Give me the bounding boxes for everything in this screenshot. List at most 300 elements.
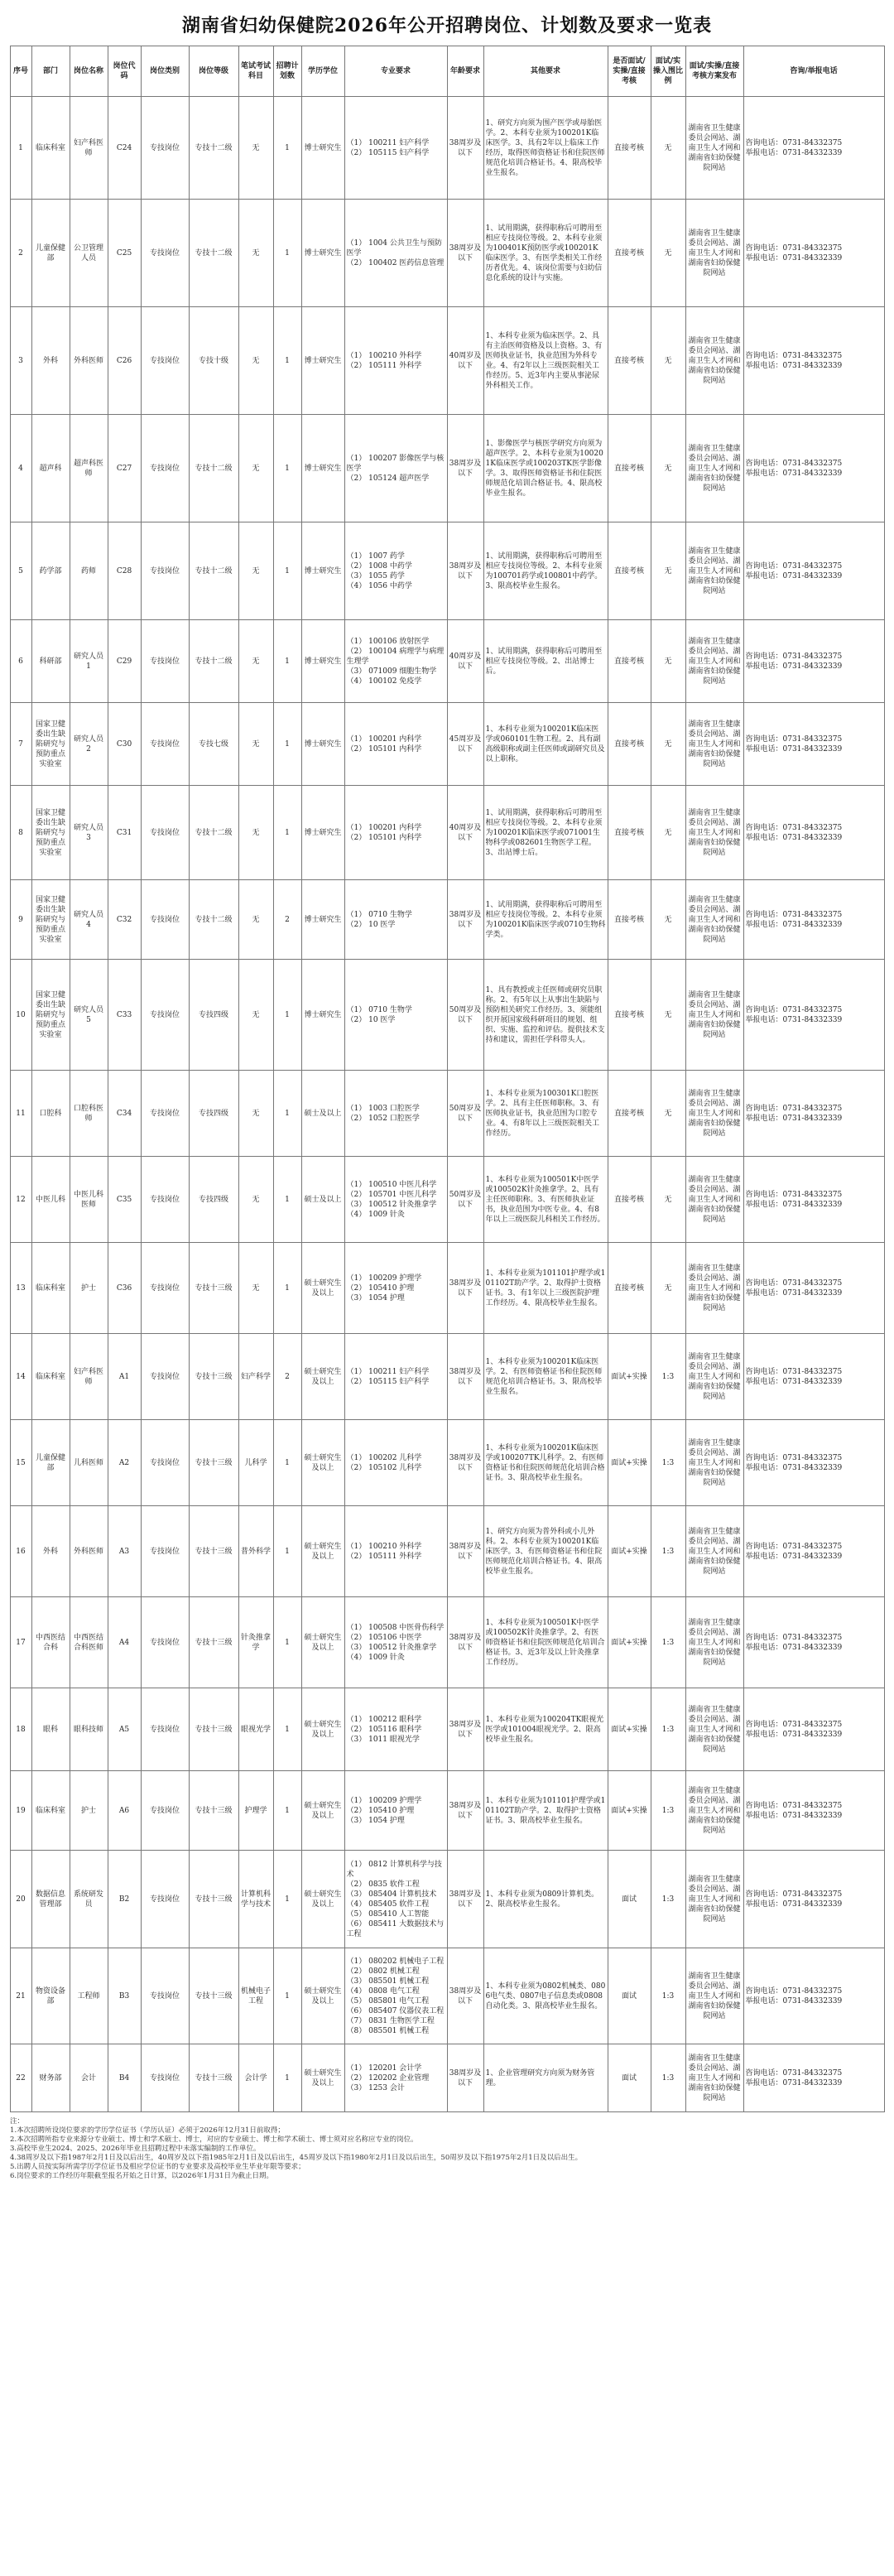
row-tel: 咨询电话：0731-84332375 举报电话：0731-84332339	[743, 1071, 884, 1157]
row-level: 专技七级	[189, 703, 238, 786]
row-plan: 湖南省卫生健康委员会网站、湖南卫生人才网和湖南省妇幼保健院网站	[685, 1771, 743, 1851]
row-plan: 湖南省卫生健康委员会网站、湖南卫生人才网和湖南省妇幼保健院网站	[685, 200, 743, 307]
row-mode: 直接考核	[608, 200, 651, 307]
row-level: 专技十三级	[189, 1334, 238, 1420]
header-code: 岗位代码	[108, 46, 141, 97]
row-num: 1	[273, 960, 301, 1071]
row-mode: 直接考核	[608, 1157, 651, 1243]
row-tel: 咨询电话：0731-84332375 举报电话：0731-84332339	[743, 880, 884, 960]
row-category: 专技岗位	[141, 1597, 189, 1688]
row-tel: 咨询电话：0731-84332375 举报电话：0731-84332339	[743, 1157, 884, 1243]
row-no: 14	[10, 1334, 31, 1420]
row-age: 50周岁及以下	[447, 1071, 483, 1157]
row-no: 17	[10, 1597, 31, 1688]
row-other: 1、企业管理研究方向须为财务管理。	[483, 2044, 608, 2112]
row-post: 口腔科医师	[70, 1071, 108, 1157]
row-exam: 妇产科学	[238, 1334, 273, 1420]
row-category: 专技岗位	[141, 1948, 189, 2044]
note-line: 1.本次招聘所设岗位要求的学历学位证书（学历认证）必须于2026年12月31日前取得；	[10, 2126, 285, 2135]
row-code: C30	[108, 703, 141, 786]
row-exam: 普外科学	[238, 1506, 273, 1597]
row-plan: 湖南省卫生健康委员会网站、湖南卫生人才网和湖南省妇幼保健院网站	[685, 2044, 743, 2112]
row-major: （1） 100207 影像医学与核医学 （2） 105124 超声医学	[344, 415, 447, 522]
row-ratio: 1:3	[651, 1420, 685, 1506]
row-dept: 临床科室	[31, 1243, 70, 1334]
row-major: （1） 100106 放射医学 （2） 100104 病理学与病理生理学 （3） 071009 细胞生物学 （4） 100102 免疫学	[344, 620, 447, 703]
note-line: 4.38周岁及以下指1987年2月1日及以后出生，40周岁及以下指1985年2月1日及以后出生，45周岁及以下指1980年2月1日及以后出生，50周岁及以下指1975年2月1日及以后出生。	[10, 2154, 583, 2162]
header-no: 序号	[10, 46, 31, 97]
row-edu: 博士研究生	[301, 522, 344, 620]
row-plan: 湖南省卫生健康委员会网站、湖南卫生人才网和湖南省妇幼保健院网站	[685, 620, 743, 703]
row-category: 专技岗位	[141, 1334, 189, 1420]
row-ratio: 无	[651, 1243, 685, 1334]
row-other: 1、本科专业须为0809计算机类。2、限高校毕业生报名。	[483, 1851, 608, 1948]
row-code: A4	[108, 1597, 141, 1688]
row-num: 1	[273, 307, 301, 415]
row-major: （1） 100212 眼科学 （2） 105116 眼科学 （3） 1011 眼视光学	[344, 1688, 447, 1771]
row-other: 1、本科专业须为100201K临床医学。2、有医师资格证书和住院医师规范化培训合格证书。3、限高校毕业生报名。	[483, 1334, 608, 1420]
row-plan: 湖南省卫生健康委员会网站、湖南卫生人才网和湖南省妇幼保健院网站	[685, 1506, 743, 1597]
row-post: 会计	[70, 2044, 108, 2112]
table-row	[10, 2044, 884, 2112]
row-no: 13	[10, 1243, 31, 1334]
header-mode: 是否面试/实操/直接考核	[608, 46, 651, 97]
row-edu: 博士研究生	[301, 786, 344, 880]
row-edu: 硕士研究生及以上	[301, 2044, 344, 2112]
row-other: 1、本科专业须为100301K口腔医学。2、具有主任医师职称。3、有医师执业证书，执业范围为口腔专业。4、有8年以上三级医院相关工作经历。	[483, 1071, 608, 1157]
row-level: 专技十三级	[189, 1506, 238, 1597]
row-age: 50周岁及以下	[447, 960, 483, 1071]
row-mode: 面试	[608, 1948, 651, 2044]
row-plan: 湖南省卫生健康委员会网站、湖南卫生人才网和湖南省妇幼保健院网站	[685, 1334, 743, 1420]
row-no: 8	[10, 786, 31, 880]
table-row	[10, 1243, 884, 1334]
row-dept: 国家卫健委出生缺陷研究与预防重点实验室	[31, 786, 70, 880]
row-category: 专技岗位	[141, 200, 189, 307]
row-mode: 面试	[608, 1851, 651, 1948]
row-num: 1	[273, 415, 301, 522]
row-category: 专技岗位	[141, 97, 189, 200]
row-num: 2	[273, 880, 301, 960]
row-no: 2	[10, 200, 31, 307]
row-mode: 直接考核	[608, 620, 651, 703]
row-no: 18	[10, 1688, 31, 1771]
row-other: 1、本科专业须为100201K临床医学或100207TK儿科学。2、有医师资格证书和住院医师规范化培训合格证书。3、限高校毕业生报名。	[483, 1420, 608, 1506]
row-num: 1	[273, 1597, 301, 1688]
row-edu: 博士研究生	[301, 307, 344, 415]
note-line: 3.高校毕业生2024、2025、2026年毕业且招聘过程中未落实编制的工作单位。	[10, 2145, 261, 2153]
row-age: 38周岁及以下	[447, 1243, 483, 1334]
row-post: 妇产科医师	[70, 1334, 108, 1420]
row-edu: 硕士研究生及以上	[301, 1506, 344, 1597]
row-exam: 无	[238, 1157, 273, 1243]
row-code: B3	[108, 1948, 141, 2044]
row-num: 1	[273, 620, 301, 703]
row-plan: 湖南省卫生健康委员会网站、湖南卫生人才网和湖南省妇幼保健院网站	[685, 1243, 743, 1334]
row-code: C28	[108, 522, 141, 620]
row-mode: 直接考核	[608, 960, 651, 1071]
row-code: C35	[108, 1157, 141, 1243]
row-edu: 硕士研究生及以上	[301, 1851, 344, 1948]
table-row	[10, 1334, 884, 1420]
row-post: 研究人员1	[70, 620, 108, 703]
row-no: 7	[10, 703, 31, 786]
row-dept: 外科	[31, 1506, 70, 1597]
row-major: （1） 100209 护理学 （2） 105410 护理 （3） 1054 护理	[344, 1771, 447, 1851]
row-code: A6	[108, 1771, 141, 1851]
row-no: 1	[10, 97, 31, 200]
row-other: 1、本科专业须为100501K中医学或100502K针灸推拿学。2、具有主任医师职称。3、有医师执业证书，执业范围为中医专业。4、有8年以上三级医院儿科相关工作经历。	[483, 1157, 608, 1243]
row-category: 专技岗位	[141, 1506, 189, 1597]
row-exam: 会计学	[238, 2044, 273, 2112]
row-mode: 直接考核	[608, 1071, 651, 1157]
row-code: A3	[108, 1506, 141, 1597]
row-tel: 咨询电话：0731-84332375 举报电话：0731-84332339	[743, 97, 884, 200]
row-major: （1） 100211 妇产科学 （2） 105115 妇产科学	[344, 97, 447, 200]
row-dept: 国家卫健委出生缺陷研究与预防重点实验室	[31, 703, 70, 786]
row-ratio: 1:3	[651, 1334, 685, 1420]
row-level: 专技十二级	[189, 200, 238, 307]
row-category: 专技岗位	[141, 1851, 189, 1948]
table-row	[10, 620, 884, 703]
row-code: C34	[108, 1071, 141, 1157]
row-exam: 无	[238, 786, 273, 880]
row-no: 3	[10, 307, 31, 415]
row-exam: 无	[238, 522, 273, 620]
row-code: B4	[108, 2044, 141, 2112]
row-num: 1	[273, 1771, 301, 1851]
row-tel: 咨询电话：0731-84332375 举报电话：0731-84332339	[743, 620, 884, 703]
row-ratio: 无	[651, 1071, 685, 1157]
row-mode: 直接考核	[608, 703, 651, 786]
row-dept: 超声科	[31, 415, 70, 522]
row-ratio: 无	[651, 200, 685, 307]
row-major: （1） 0710 生物学 （2） 10 医学	[344, 880, 447, 960]
table-row	[10, 1688, 884, 1771]
row-major: （1） 100202 儿科学 （2） 105102 儿科学	[344, 1420, 447, 1506]
row-tel: 咨询电话：0731-84332375 举报电话：0731-84332339	[743, 1597, 884, 1688]
row-level: 专技十三级	[189, 2044, 238, 2112]
row-num: 2	[273, 1334, 301, 1420]
row-mode: 面试+实操	[608, 1334, 651, 1420]
row-other: 1、本科专业须为101101护理学或101102T助产学。2、取得护士资格证书。3、有1年以上三级医院护理工作经历。4、限高校毕业生报名。	[483, 1243, 608, 1334]
row-code: C36	[108, 1243, 141, 1334]
row-mode: 直接考核	[608, 307, 651, 415]
row-num: 1	[273, 200, 301, 307]
row-other: 1、试用期满，获得职称后可聘用至相应专技岗位等级。2、本科专业须为100201K临床医学或0710生物科学类。	[483, 880, 608, 960]
row-num: 1	[273, 522, 301, 620]
row-tel: 咨询电话：0731-84332375 举报电话：0731-84332339	[743, 1771, 884, 1851]
row-category: 专技岗位	[141, 307, 189, 415]
row-other: 1、本科专业须为101101护理学或101102T助产学。2、取得护士资格证书。3、限高校毕业生报名。	[483, 1771, 608, 1851]
note-line: 6.岗位要求的工作经历年限截至报名开始之日计算，以2026年1月31日为截止日期。	[10, 2172, 273, 2180]
row-plan: 湖南省卫生健康委员会网站、湖南卫生人才网和湖南省妇幼保健院网站	[685, 1420, 743, 1506]
row-dept: 中医儿科	[31, 1157, 70, 1243]
row-exam: 无	[238, 97, 273, 200]
row-mode: 面试+实操	[608, 1506, 651, 1597]
row-no: 20	[10, 1851, 31, 1948]
note-line: 5.出聘人员按实际所需学历学位证书及相应学位证书的专业要求及高校毕业生毕业年限等要求；	[10, 2163, 305, 2171]
header-num: 招聘计划数	[273, 46, 301, 97]
row-age: 40周岁及以下	[447, 307, 483, 415]
row-exam: 计算机科学与技术	[238, 1851, 273, 1948]
row-other: 1、试用期满，获得职称后可聘用至相应专技岗位等级。2、本科专业须为100701药学或100801中药学。3、限高校毕业生报名。	[483, 522, 608, 620]
row-dept: 国家卫健委出生缺陷研究与预防重点实验室	[31, 880, 70, 960]
row-post: 药师	[70, 522, 108, 620]
row-level: 专技十三级	[189, 1243, 238, 1334]
table-row	[10, 1851, 884, 1948]
row-post: 中医儿科医师	[70, 1157, 108, 1243]
recruitment-table	[10, 46, 885, 2112]
row-dept: 临床科室	[31, 97, 70, 200]
row-no: 10	[10, 960, 31, 1071]
row-exam: 无	[238, 703, 273, 786]
row-mode: 直接考核	[608, 880, 651, 960]
row-ratio: 无	[651, 880, 685, 960]
row-level: 专技十二级	[189, 880, 238, 960]
row-category: 专技岗位	[141, 960, 189, 1071]
row-major: （1） 1004 公共卫生与预防医学 （2） 100402 医药信息管理	[344, 200, 447, 307]
row-edu: 博士研究生	[301, 880, 344, 960]
row-exam: 机械电子工程	[238, 1948, 273, 2044]
row-age: 38周岁及以下	[447, 1771, 483, 1851]
row-exam: 无	[238, 200, 273, 307]
row-exam: 针灸推拿学	[238, 1597, 273, 1688]
table-row	[10, 703, 884, 786]
table-row	[10, 1506, 884, 1597]
row-tel: 咨询电话：0731-84332375 举报电话：0731-84332339	[743, 1243, 884, 1334]
row-level: 专技十三级	[189, 1771, 238, 1851]
row-dept: 临床科室	[31, 1334, 70, 1420]
row-plan: 湖南省卫生健康委员会网站、湖南卫生人才网和湖南省妇幼保健院网站	[685, 97, 743, 200]
row-age: 38周岁及以下	[447, 1334, 483, 1420]
row-num: 1	[273, 1420, 301, 1506]
row-major: （1） 0710 生物学 （2） 10 医学	[344, 960, 447, 1071]
row-exam: 眼视光学	[238, 1688, 273, 1771]
row-mode: 直接考核	[608, 1243, 651, 1334]
row-num: 1	[273, 786, 301, 880]
row-code: C33	[108, 960, 141, 1071]
row-num: 1	[273, 1071, 301, 1157]
row-level: 专技四级	[189, 960, 238, 1071]
row-dept: 科研部	[31, 620, 70, 703]
row-num: 1	[273, 703, 301, 786]
row-ratio: 1:3	[651, 1771, 685, 1851]
row-tel: 咨询电话：0731-84332375 举报电话：0731-84332339	[743, 786, 884, 880]
row-dept: 数据信息管理部	[31, 1851, 70, 1948]
row-no: 19	[10, 1771, 31, 1851]
row-no: 4	[10, 415, 31, 522]
row-no: 5	[10, 522, 31, 620]
row-dept: 临床科室	[31, 1771, 70, 1851]
row-major: （1） 100210 外科学 （2） 105111 外科学	[344, 1506, 447, 1597]
row-mode: 面试+实操	[608, 1688, 651, 1771]
row-tel: 咨询电话：0731-84332375 举报电话：0731-84332339	[743, 1334, 884, 1420]
row-category: 专技岗位	[141, 1771, 189, 1851]
row-exam: 无	[238, 1071, 273, 1157]
row-exam: 护理学	[238, 1771, 273, 1851]
row-level: 专技十级	[189, 307, 238, 415]
row-num: 1	[273, 1948, 301, 2044]
row-level: 专技十三级	[189, 1851, 238, 1948]
row-mode: 面试+实操	[608, 1420, 651, 1506]
row-other: 1、研究方向须为围产医学或母胎医学。2、本科专业须为100201K临床医学。3、具有2年以上临床工作经历，取得医师资格证书和住院医师规范化培训合格证书。4、限高校毕业生报名。	[483, 97, 608, 200]
row-level: 专技十三级	[189, 1420, 238, 1506]
row-edu: 硕士研究生及以上	[301, 1688, 344, 1771]
notes	[10, 2117, 884, 2181]
row-age: 38周岁及以下	[447, 1851, 483, 1948]
row-code: C26	[108, 307, 141, 415]
row-other: 1、本科专业须为100201K临床医学或060101生物工程。2、具有副高级职称或副主任医师或副研究员及以上职称。	[483, 703, 608, 786]
table-header-row	[10, 46, 884, 97]
row-dept: 中西医结合科	[31, 1597, 70, 1688]
row-ratio: 1:3	[651, 1948, 685, 2044]
row-mode: 面试+实操	[608, 1597, 651, 1688]
row-code: A2	[108, 1420, 141, 1506]
row-edu: 博士研究生	[301, 415, 344, 522]
row-plan: 湖南省卫生健康委员会网站、湖南卫生人才网和湖南省妇幼保健院网站	[685, 880, 743, 960]
row-major: （1） 100201 内科学 （2） 105101 内科学	[344, 786, 447, 880]
row-major: （1） 100508 中医骨伤科学 （2） 105106 中医学 （3） 100512 针灸推拿学 （4） 1009 针灸	[344, 1597, 447, 1688]
row-post: 研究人员5	[70, 960, 108, 1071]
row-edu: 博士研究生	[301, 703, 344, 786]
row-num: 1	[273, 1157, 301, 1243]
row-post: 儿科医师	[70, 1420, 108, 1506]
row-level: 专技四级	[189, 1157, 238, 1243]
row-age: 40周岁及以下	[447, 786, 483, 880]
row-mode: 面试	[608, 2044, 651, 2112]
row-level: 专技十三级	[189, 1948, 238, 2044]
row-exam: 无	[238, 1243, 273, 1334]
row-category: 专技岗位	[141, 522, 189, 620]
row-post: 外科医师	[70, 307, 108, 415]
row-category: 专技岗位	[141, 415, 189, 522]
row-post: 中西医结合科医师	[70, 1597, 108, 1688]
row-dept: 儿童保健部	[31, 200, 70, 307]
row-ratio: 无	[651, 620, 685, 703]
row-code: C25	[108, 200, 141, 307]
row-no: 15	[10, 1420, 31, 1506]
row-tel: 咨询电话：0731-84332375 举报电话：0731-84332339	[743, 522, 884, 620]
row-post: 工程师	[70, 1948, 108, 2044]
row-post: 眼科技师	[70, 1688, 108, 1771]
row-ratio: 1:3	[651, 1688, 685, 1771]
row-category: 专技岗位	[141, 620, 189, 703]
header-major: 专业要求	[344, 46, 447, 97]
row-mode: 直接考核	[608, 97, 651, 200]
note-line: 2.本次招聘所指专业来源分专业硕士、博士和学术硕士、博士，对应的专业硕士、博士和学术硕士、博士须对应名称应专业的岗位。	[10, 2135, 418, 2144]
row-post: 妇产科医师	[70, 97, 108, 200]
table-row	[10, 97, 884, 200]
header-dept: 部门	[31, 46, 70, 97]
row-edu: 硕士研究生及以上	[301, 1420, 344, 1506]
row-other: 1、具有教授或主任医师或研究员职称。2、有5年以上从事出生缺陷与预防相关研究工作经历。3、须能组织开展国家级科研项目的规划、组织、实施、监控和评估。提供技术支持和建议，需担任学科带头人。	[483, 960, 608, 1071]
table-row	[10, 1771, 884, 1851]
row-ratio: 无	[651, 1157, 685, 1243]
row-tel: 咨询电话：0731-84332375 举报电话：0731-84332339	[743, 1688, 884, 1771]
row-plan: 湖南省卫生健康委员会网站、湖南卫生人才网和湖南省妇幼保健院网站	[685, 307, 743, 415]
row-no: 11	[10, 1071, 31, 1157]
row-category: 专技岗位	[141, 2044, 189, 2112]
row-no: 21	[10, 1948, 31, 2044]
row-major: （1） 100211 妇产科学 （2） 105115 妇产科学	[344, 1334, 447, 1420]
row-no: 16	[10, 1506, 31, 1597]
row-post: 系统研发员	[70, 1851, 108, 1948]
table-row	[10, 522, 884, 620]
row-age: 38周岁及以下	[447, 1506, 483, 1597]
row-tel: 咨询电话：0731-84332375 举报电话：0731-84332339	[743, 1506, 884, 1597]
row-plan: 湖南省卫生健康委员会网站、湖南卫生人才网和湖南省妇幼保健院网站	[685, 703, 743, 786]
row-post: 超声科医师	[70, 415, 108, 522]
row-mode: 直接考核	[608, 522, 651, 620]
row-category: 专技岗位	[141, 1688, 189, 1771]
table-row	[10, 1597, 884, 1688]
row-major: （1） 100210 外科学 （2） 105111 外科学	[344, 307, 447, 415]
row-edu: 博士研究生	[301, 200, 344, 307]
row-ratio: 无	[651, 307, 685, 415]
page-title: 湖南省妇幼保健院2026年公开招聘岗位、计划数及要求一览表	[181, 15, 713, 36]
row-dept: 口腔科	[31, 1071, 70, 1157]
row-ratio: 无	[651, 415, 685, 522]
row-exam: 无	[238, 307, 273, 415]
row-plan: 湖南省卫生健康委员会网站、湖南卫生人才网和湖南省妇幼保健院网站	[685, 1688, 743, 1771]
table-body	[10, 97, 884, 2112]
row-dept: 眼科	[31, 1688, 70, 1771]
row-code: C32	[108, 880, 141, 960]
row-level: 专技四级	[189, 1071, 238, 1157]
row-dept: 儿童保健部	[31, 1420, 70, 1506]
row-post: 外科医师	[70, 1506, 108, 1597]
row-other: 1、本科专业须为0802机械类、0806电气类、0807电子信息类或0808自动化类。3、限高校毕业生报名。	[483, 1948, 608, 2044]
header-edu: 学历学位	[301, 46, 344, 97]
row-plan: 湖南省卫生健康委员会网站、湖南卫生人才网和湖南省妇幼保健院网站	[685, 1948, 743, 2044]
table-row	[10, 200, 884, 307]
row-other: 1、本科专业须为临床医学。2、具有主治医师资格及以上资格。3、有医师执业证书，执业范围为外科专业。4、有2年以上三级医院相关工作经历。5、近3年内主要从事泌尿外科相关工作。	[483, 307, 608, 415]
row-dept: 外科	[31, 307, 70, 415]
row-major: （1） 120201 会计学 （2） 120202 企业管理 （3） 1253 会计	[344, 2044, 447, 2112]
row-edu: 硕士研究生及以上	[301, 1243, 344, 1334]
row-age: 38周岁及以下	[447, 880, 483, 960]
table-row	[10, 1948, 884, 2044]
row-age: 50周岁及以下	[447, 1157, 483, 1243]
row-exam: 儿科学	[238, 1420, 273, 1506]
row-level: 专技十二级	[189, 786, 238, 880]
row-other: 1、本科专业须为100204TK眼视光医学或101004眼视光学。2、限高校毕业生报名。	[483, 1688, 608, 1771]
row-plan: 湖南省卫生健康委员会网站、湖南卫生人才网和湖南省妇幼保健院网站	[685, 786, 743, 880]
row-ratio: 1:3	[651, 1506, 685, 1597]
row-num: 1	[273, 2044, 301, 2112]
row-age: 38周岁及以下	[447, 97, 483, 200]
row-post: 研究人员4	[70, 880, 108, 960]
row-category: 专技岗位	[141, 703, 189, 786]
row-post: 护士	[70, 1771, 108, 1851]
row-level: 专技十二级	[189, 97, 238, 200]
row-age: 38周岁及以下	[447, 522, 483, 620]
row-category: 专技岗位	[141, 1071, 189, 1157]
row-edu: 博士研究生	[301, 620, 344, 703]
header-age: 年龄要求	[447, 46, 483, 97]
row-tel: 咨询电话：0731-84332375 举报电话：0731-84332339	[743, 1851, 884, 1948]
row-plan: 湖南省卫生健康委员会网站、湖南卫生人才网和湖南省妇幼保健院网站	[685, 1597, 743, 1688]
row-age: 38周岁及以下	[447, 1948, 483, 2044]
row-num: 1	[273, 1688, 301, 1771]
row-tel: 咨询电话：0731-84332375 举报电话：0731-84332339	[743, 307, 884, 415]
row-category: 专技岗位	[141, 1243, 189, 1334]
row-major: （1） 1007 药学 （2） 1008 中药学 （3） 1055 药学 （4） 1056 中药学	[344, 522, 447, 620]
header-exam: 笔试考试科目	[238, 46, 273, 97]
row-level: 专技十二级	[189, 415, 238, 522]
row-code: C24	[108, 97, 141, 200]
